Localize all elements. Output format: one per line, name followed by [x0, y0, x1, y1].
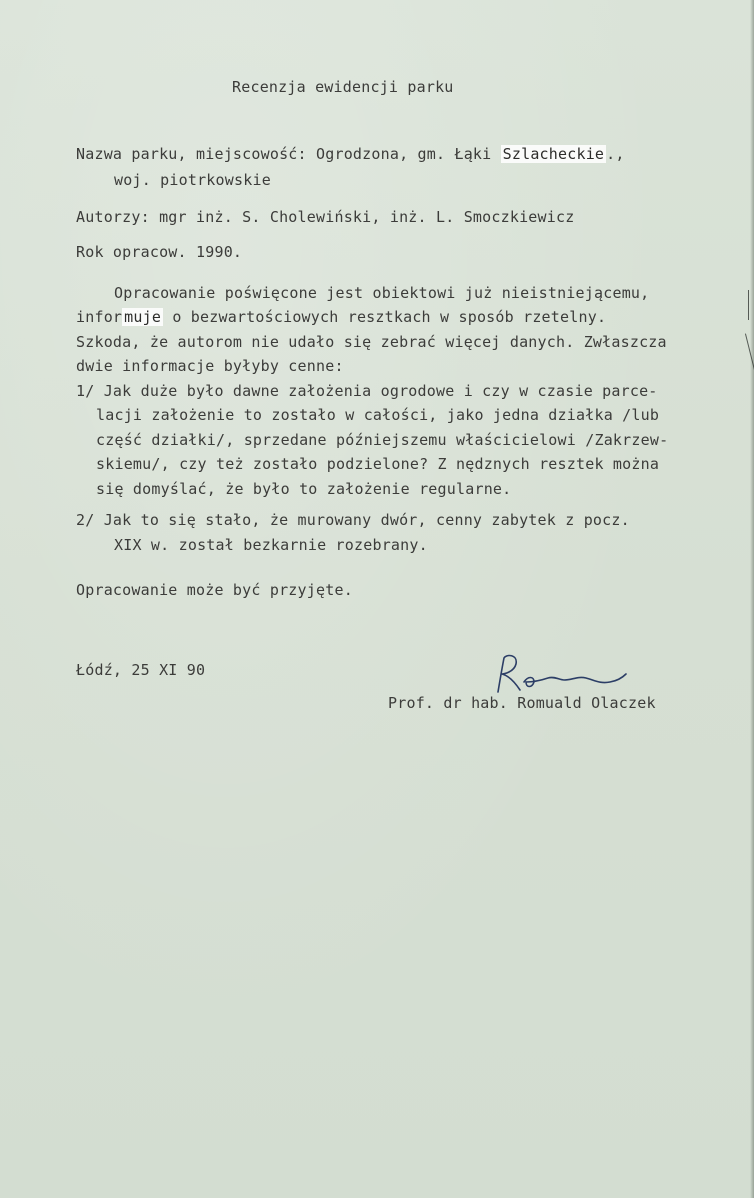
year-line: Rok opracow. 1990.: [76, 243, 243, 261]
paragraph-line-4: dwie informacje byłyby cenne:: [76, 357, 344, 375]
paragraph-line-5: 1/ Jak duże było dawne założenia ogrodowe i czy w czasie parce-: [76, 382, 658, 400]
paragraph-line-8: skiemu/, czy też zostało podzielone? Z nędznych resztek można: [96, 455, 660, 473]
acceptance-line: Opracowanie może być przyjęte.: [76, 581, 353, 599]
paragraph-line-2-highlight: muje: [124, 308, 162, 326]
handwritten-signature: [490, 650, 640, 700]
document-title: Recenzja ewidencji parku: [232, 78, 454, 96]
authors-line: Autorzy: mgr inż. S. Cholewiński, inż. L. Smoczkiewicz: [76, 208, 575, 226]
park-name-text: Nazwa parku, miejscowość: Ogrodzona, gm. Łąki: [76, 145, 501, 163]
paragraph-line-11: XIX w. został bezkarnie rozebrany.: [114, 536, 428, 554]
paragraph-line-6: lacji założenie to zostało w całości, jako jedna działka /lub: [96, 406, 660, 424]
date-line: Łódź, 25 XI 90: [76, 661, 206, 679]
paragraph-line-3: Szkoda, że autorom nie udało się zebrać więcej danych. Zwłaszcza: [76, 333, 667, 351]
margin-mark-1: [748, 290, 749, 320]
paragraph-line-7: część działki/, sprzedane późniejszemu właścicielowi /Zakrzew-: [96, 431, 669, 449]
author-signature-line: Prof. dr hab. Romuald Olaczek: [388, 694, 656, 712]
park-name-highlight: Szlacheckie: [502, 145, 605, 163]
paragraph-line-2-start: infor: [76, 308, 123, 326]
paragraph-line-2-end: o bezwartościowych resztkach w sposób rzetelny.: [163, 308, 607, 326]
paragraph-line-10: 2/ Jak to się stało, że murowany dwór, cenny zabytek z pocz.: [76, 511, 630, 529]
park-location-line: woj. piotrkowskie: [114, 171, 271, 189]
paragraph-line-9: się domyślać, że było to założenie regularne.: [96, 480, 512, 498]
paragraph-line-2: [76, 308, 606, 326]
page-edge-shadow: [750, 0, 754, 1198]
park-name-end: .,: [606, 145, 625, 163]
park-name-line: [76, 145, 625, 163]
paragraph-line-1: Opracowanie poświęcone jest obiektowi już nieistniejącemu,: [114, 284, 650, 302]
